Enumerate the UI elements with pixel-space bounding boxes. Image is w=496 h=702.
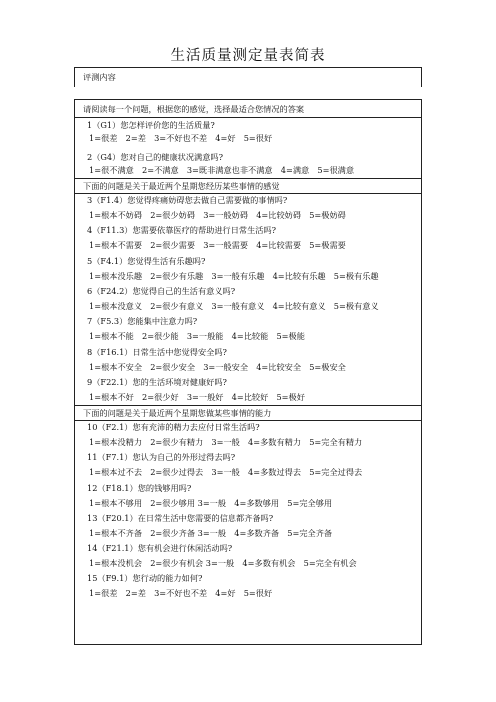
question-10: 10（F2.1）您有充沛的精力去应付日常生活吗? [87, 422, 260, 432]
options-5: 1=根本没乐趣 2=很少有乐趣 3=一般有乐趣 4=比较有乐趣 5=极有乐趣 [89, 271, 379, 281]
options-11: 1=根本过不去 2=很少过得去 3=一般 4=多数过得去 5=完全过得去 [89, 467, 363, 477]
question-1: 1（G1）您怎样评价您的生活质量? [87, 120, 215, 130]
options-1: 1=很差 2=差 3=不好也不差 4=好 5=很好 [89, 133, 273, 143]
divider [75, 405, 421, 406]
question-8: 8（F16.1）日常生活中您觉得安全吗? [87, 347, 227, 357]
group-header-feelings: 下面的问题是关于最近两个星期您经历某些事情的感觉 [83, 181, 280, 191]
question-14: 14（F21.1）您有机会进行休闲活动吗? [87, 543, 233, 553]
options-13: 1=根本不齐备 2=很少齐备 3=一般 4=多数齐备 5=完全齐备 [89, 528, 333, 538]
options-15: 1=很差 2=差 3=不好也不差 4=好 5=很好 [89, 588, 273, 598]
question-12: 12（F18.1）您的钱够用吗? [87, 483, 192, 493]
question-13: 13（F20.1）在日常生活中您需要的信息都齐备吗? [87, 513, 274, 523]
options-10: 1=根本没精力 2=很少有精力 3=一般 4=多数有精力 5=完全有精力 [89, 437, 363, 447]
section-label: 评测内容 [83, 72, 116, 82]
options-4: 1=根本不需要 2=很少需要 3=一般需要 4=比较需要 5=极需要 [89, 240, 346, 250]
divider [75, 420, 421, 421]
question-7: 7（F5.3）您能集中注意力吗? [87, 316, 198, 326]
question-2: 2（G4）您对自己的健康状况满意吗? [87, 152, 223, 162]
section-label-box [74, 67, 422, 87]
options-2: 1=很不满意 2=不满意 3=既非满意也非不满意 4=满意 5=很满意 [89, 165, 355, 175]
options-14: 1=根本没机会 2=很少有机会 3=一般 4=多数有机会 5=完全有机会 [89, 558, 357, 568]
divider [75, 117, 421, 118]
group-header-abilities: 下面的问题是关于最近两个星期您做某些事情的能力 [83, 408, 272, 418]
document-title: 生活质量测定量表简表 [170, 48, 326, 64]
options-6: 1=根本没意义 2=很少有意义 3=一般有意义 4=比较有意义 5=极有意义 [89, 301, 379, 311]
question-6: 6（F24.2）您觉得自己的生活有意义吗? [87, 286, 236, 296]
question-3: 3（F1.4）您觉得疼痛妨碍您去做自己需要做的事情吗? [87, 195, 288, 205]
options-3: 1=根本不妨碍 2=很少妨碍 3=一般妨碍 4=比较妨碍 5=极妨碍 [89, 210, 346, 220]
question-15: 15（F9.1）您行动的能力如何? [87, 573, 203, 583]
question-5: 5（F4.1）您觉得生活有乐趣吗? [87, 256, 206, 266]
question-11: 11（F7.1）您认为自己的外形过得去吗? [87, 452, 236, 462]
questionnaire-box [74, 99, 422, 645]
divider [75, 178, 421, 179]
options-8: 1=根本不安全 2=很少安全 3=一般安全 4=比较安全 5=极安全 [89, 362, 346, 372]
divider [75, 193, 421, 194]
options-7: 1=根本不能 2=很少能 3=一般能 4=比较能 5=极能 [89, 331, 305, 341]
options-12: 1=根本不够用 2=很少够用 3=一般 4=多数够用 5=完全够用 [89, 498, 333, 508]
options-9: 1=根本不好 2=很少好 3=一般好 4=比较好 5=极好 [89, 392, 305, 402]
question-4: 4（F11.3）您需要依靠医疗的帮助进行日常生活吗? [87, 225, 277, 235]
question-9: 9（F22.1）您的生活环境对健康好吗? [87, 377, 227, 387]
instructions-text: 请阅读每一个问题，根据您的感觉，选择最适合您情况的答案 [83, 104, 305, 114]
